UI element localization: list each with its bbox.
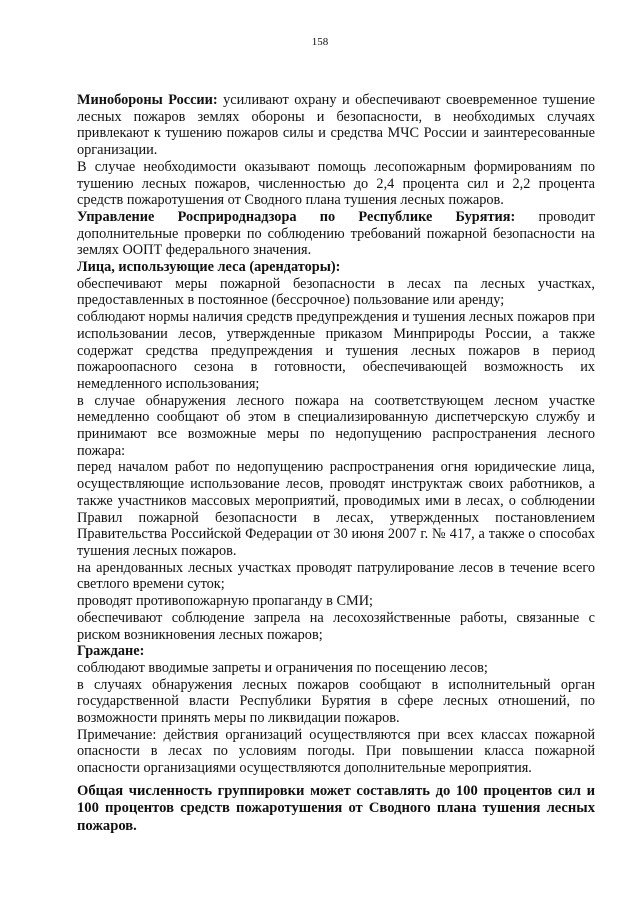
paragraph-rosprirodnadzor (77, 209, 595, 259)
paragraph-note: Примечание: действия организаций осуществляются при всех классах пожарной опасности в лесах по условиям погоды. При повышении класса пожарной опасности организациями осуществляются дополнительные мероприятия. (77, 726, 595, 777)
paragraph: в случае обнаружения лесного пожара на соответствующем лесном участке немедленно сообщают об этом в специализированную диспетчерскую службу и принимают все возможные меры по недопущению распространения лесного пожара: (77, 392, 595, 459)
paragraph: на арендованных лесных участках проводят патрулирование лесов в течение всего светлого времени суток; (77, 559, 595, 593)
paragraph-text: проводит дополнительные проверки по соблюдению требований пожарной безопасности на землях ООПТ федерального значения. (77, 208, 595, 259)
paragraph: В случае необходимости оказывают помощь лесопожарным формированиям по тушению лесных пожаров, численностью до 2,4 процента сил и 2,2 процента средств пожаротушения от Сводного плана тушения лесных пожаров. (77, 158, 595, 209)
paragraph-summary: Общая численность группировки может составлять до 100 процентов сил и 100 процентов средств пожаротушения от Сводного плана тушения лесных пожаров. (77, 782, 595, 834)
paragraph-text: усиливают охрану и обеспечивают своевременное тушение лесных пожаров землях обороны и безопасности, в необходимых случаях привлекают к тушению пожаров силы и средства МЧС России и заинтересованные организации. (77, 92, 595, 159)
paragraph: обеспечивают соблюдение запрела на лесохозяйственные работы, связанные с риском возникновения лесных пожаров; (77, 609, 595, 643)
page-number: 158 (311, 36, 329, 48)
paragraph: соблюдают вводимые запреты и ограничения по посещению лесов; (77, 659, 488, 676)
paragraph-lead: Минобороны России: (77, 92, 218, 108)
paragraph: в случаях обнаружения лесных пожаров сообщают в исполнительный орган государственной власти Республики Бурятия в сфере лесных отношений, по возможности принять меры по ликвидации пожаров. (77, 676, 595, 727)
paragraph: перед началом работ по недопущению распространения огня юридические лица, осуществляющие использование лесов, проводят инструктаж своих работников, а также участников массовых мероприятий, проводимых ими в лесах, о соблюдении Правил пожарной безопасности в лесах, утвержденных постановлением Правительства Российской Федерации от 30 июня 2007 г. № 417, а также о способах тушения лесных пожаров. (77, 459, 595, 559)
paragraph-ministry-defense (77, 92, 595, 159)
document-body (77, 92, 595, 835)
paragraph-lead: Управление Росприроднадзора по Республике Бурятия: (77, 208, 516, 225)
paragraph: проводят противопожарную пропаганду в СМИ; (77, 593, 374, 610)
section-heading-forest-users: Лица, использующие леса (арендаторы): (77, 259, 341, 276)
paragraph: обеспечивают меры пожарной безопасности в лесах па лесных участках, предоставленных в постоянное (бессрочное) пользование или аренду; (77, 275, 595, 309)
paragraph: соблюдают нормы наличия средств предупреждения и тушения лесных пожаров при использовании лесов, утвержденные приказом Минприроды России, а также содержат средства предупреждения и тушения лесных пожаров в период пожароопасного сезона в готовности, обеспечивающей возможность их немедленного использования; (77, 309, 595, 392)
section-heading-citizens: Граждане: (77, 643, 145, 660)
